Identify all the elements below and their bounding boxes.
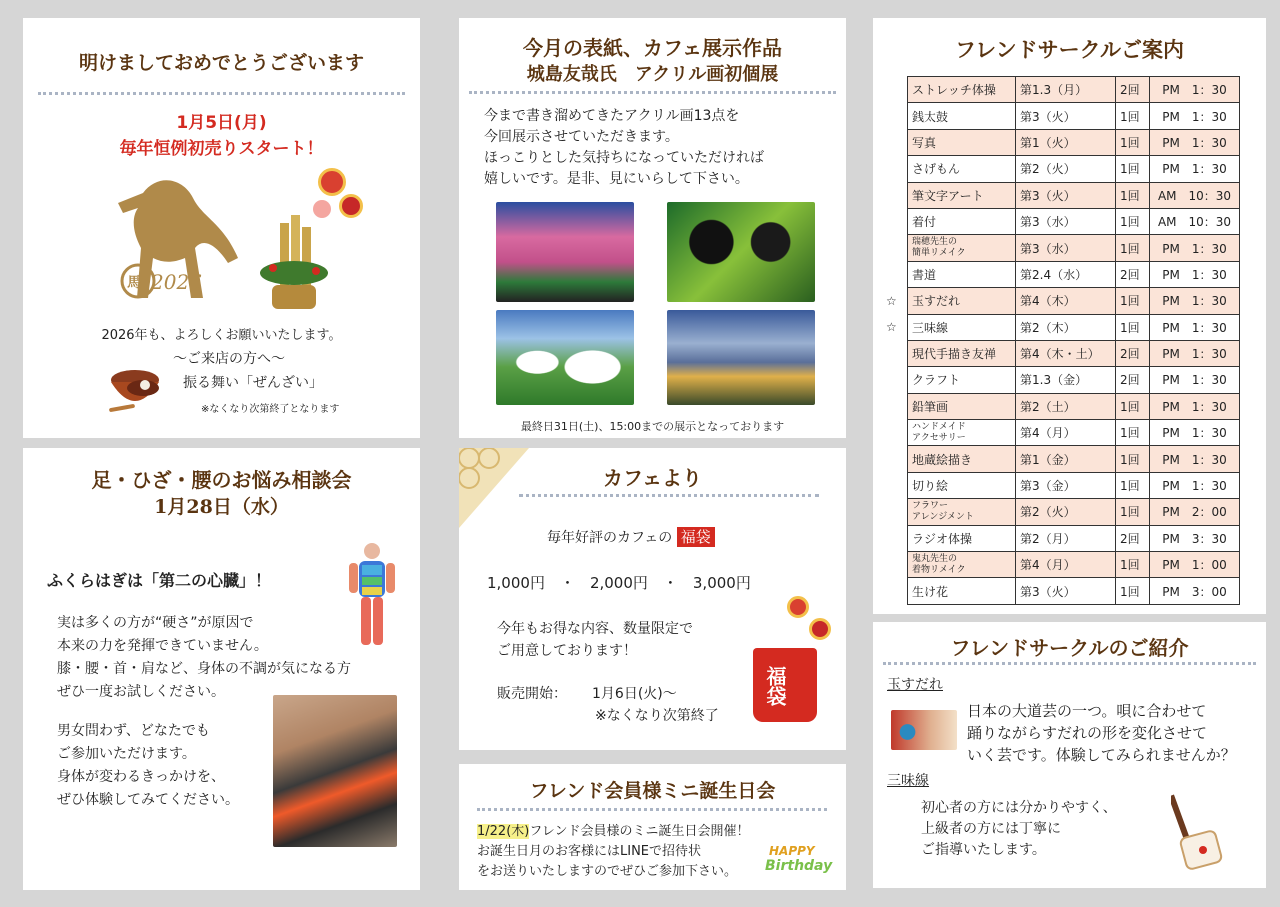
divider [38,92,405,95]
painting-cows [496,310,634,405]
consult-line: 膝・腰・首・肩など、身体の不調が気になる方 [57,661,351,677]
schedule-row [908,420,1240,446]
circle-count: 2回 [1116,77,1150,103]
circle-count: 1回 [1116,446,1150,472]
circle-count: 1回 [1116,499,1150,525]
circle-time: PM 1：30 [1150,156,1240,182]
circle-time: PM 1：30 [1150,314,1240,340]
intro-line: 踊りながらすだれの形を変化させて [967,724,1208,742]
circle-name-line: 鬼丸先生の [912,553,958,564]
circle-time: PM 1：00 [1150,552,1240,578]
circle-name: 銭太鼓 [908,103,1016,129]
circle-count: 2回 [1116,340,1150,366]
cafe-line: ご用意しております！ [497,643,637,659]
circle-name: 生け花 [908,578,1016,604]
consult-line: 身体が変わるきっかけを、 [57,769,225,785]
schedule-row [908,472,1240,498]
circle-day: 第1（金） [1016,446,1116,472]
cafe-card [459,448,846,750]
circle-name: 書道 [908,261,1016,287]
circle-count: 1回 [1116,103,1150,129]
cover-title-2: 城島友哉氏 アクリル画初個展 [526,64,779,85]
intro-line: 日本の大道芸の一つ。唄に合わせて [967,702,1207,720]
zenzai-note: ※なくなり次第終了となります [201,404,340,415]
cover-body-line: ほっこりとした気持ちになっていただければ [484,150,764,166]
painting-castle [667,310,815,405]
circle-time: AM 10：30 [1150,182,1240,208]
cover-body-line: 嬉しいです。是非、見にいらして下さい。 [484,171,749,187]
circle-day: 第2（月） [1016,525,1116,551]
divider [883,662,1256,665]
circle-name-line: アクセサリー [912,432,966,443]
circle-name [908,235,1016,261]
circle-count: 2回 [1116,525,1150,551]
circle-day: 第2（火） [1016,499,1116,525]
consult-title-1: 足・ひざ・腰のお悩み相談会 [91,468,352,492]
circle-day: 第4（木・土） [1016,340,1116,366]
plum-flower-icon [809,618,831,640]
schedule-row [908,129,1240,155]
circle-name-line: ハンドメイド [912,421,966,432]
intro-line: 初心者の方には分かりやすく、 [921,800,1117,816]
circle-day: 第4（木） [1016,288,1116,314]
cafe-sale-date: 1月6日(火)～ [592,686,677,702]
schedule-row [908,208,1240,234]
schedule-row [908,446,1240,472]
cafe-note: ※なくなり次第終了 [595,708,719,724]
circle-name [908,499,1016,525]
consult-line: ぜひ一度お試しください。 [57,684,225,700]
circle-name: 筆文字アート [908,182,1016,208]
schedule-row [908,393,1240,419]
birthday-line-2: お誕生日月のお客様にはLINEで招待状 [477,844,702,859]
circle-name [908,420,1016,446]
schedule-row [908,288,1240,314]
circle-time: PM 1：30 [1150,340,1240,366]
schedule-row [908,367,1240,393]
schedule-row [908,525,1240,551]
circle-count: 1回 [1116,235,1150,261]
consult-headline: ふくらはぎは「第二の心臓」！ [47,571,272,590]
fukubukuro-bag-icon [753,648,817,722]
cafe-prices: 1,000円 ・ 2,000円 ・ 3,000円 [487,574,751,592]
circle-time: PM 1：30 [1150,446,1240,472]
schedule-row [908,182,1240,208]
birthday-date: 1/22(木) [477,824,530,839]
cafe-title: カフェより [603,466,702,490]
circle-time: PM 1：30 [1150,261,1240,287]
horse-year: 2026 [151,270,202,294]
zenzai-line: 振る舞い「ぜんざい」 [183,375,323,391]
circle-count: 1回 [1116,552,1150,578]
circle-time: PM 1：30 [1150,103,1240,129]
circle-name: ラジオ体操 [908,525,1016,551]
painting-toucans [667,202,815,302]
cafe-body [497,618,693,662]
intro-item-1-body [967,700,1236,766]
circle-count: 1回 [1116,129,1150,155]
circle-count: 1回 [1116,472,1150,498]
circle-name: 地蔵絵描き [908,446,1016,472]
circle-time: PM 1：30 [1150,77,1240,103]
cover-body [484,106,764,190]
circle-day: 第3（火） [1016,103,1116,129]
circle-time: PM 1：30 [1150,472,1240,498]
consult-line: ご参加いただけます。 [57,746,196,762]
circle-count: 1回 [1116,156,1150,182]
divider [477,808,827,811]
circle-time: PM 3：00 [1150,578,1240,604]
zenzai-bowl-icon [105,358,167,418]
circle-count: 2回 [1116,367,1150,393]
circle-day: 第4（月） [1016,552,1116,578]
cover-title-1: 今月の表紙、カフェ展示作品 [523,36,782,60]
circle-name: 切り絵 [908,472,1016,498]
circle-name-line: アレンジメント [912,511,974,522]
circle-name: 現代手描き友禅 [908,340,1016,366]
circle-count: 1回 [1116,578,1150,604]
circle-time: PM 1：30 [1150,129,1240,155]
schedule-row [908,340,1240,366]
intro-line: いく芸です。体験してみられませんか？ [967,746,1236,764]
circle-count: 1回 [1116,314,1150,340]
intro-item-2-name: 三味線 [887,773,929,789]
schedule-row [908,103,1240,129]
consult-body-1 [57,612,351,704]
tamasudare-photo [891,710,957,750]
kadomatsu-icon [258,213,328,313]
plum-flower-icon [318,168,346,196]
circle-name: ストレッチ体操 [908,77,1016,103]
circle-time: PM 1：30 [1150,367,1240,393]
bag-text: 福袋 [763,666,787,706]
circle-count: 1回 [1116,208,1150,234]
circle-day: 第2（木） [1016,314,1116,340]
circle-name: 写真 [908,129,1016,155]
circle-name-line: フラワー [912,500,949,511]
circle-day: 第4（月） [1016,420,1116,446]
circle-day: 第3（水） [1016,235,1116,261]
cafe-intro [547,526,715,547]
sale-text: 毎年恒例初売りスタート！ [119,139,324,159]
intro-item-1-name: 玉すだれ [887,677,943,693]
circle-day: 第3（金） [1016,472,1116,498]
fukubukuro-badge: 福袋 [677,527,715,547]
schedule-row [908,156,1240,182]
intro-title: フレンドサークルのご紹介 [950,636,1189,660]
circle-day: 第3（火） [1016,578,1116,604]
consult-line: 実は多くの方が“硬さ”が原因で [57,615,254,631]
circle-day: 第3（火） [1016,182,1116,208]
circle-day: 第2.4（水） [1016,261,1116,287]
circle-time: PM 3：30 [1150,525,1240,551]
painting-church [496,202,634,302]
consult-card [23,448,420,890]
cover-footer: 最終日31日(土)、15:00までの展示となっております [520,420,785,433]
new-year-title: 明けましておめでとうございます [78,52,364,74]
circle-intro-card [873,622,1266,888]
schedule-row [908,578,1240,604]
schedule-row [908,499,1240,525]
circle-count: 1回 [1116,182,1150,208]
circle-time: PM 1：30 [1150,288,1240,314]
happy-deco: HAPPY [769,844,815,858]
circle-time: AM 10：30 [1150,208,1240,234]
consult-line: ぜひ体験してみてください。 [57,792,239,808]
circle-day: 第1.3（金） [1016,367,1116,393]
visitor-line: ～ご来店の方へ～ [173,351,285,367]
circle-count: 1回 [1116,393,1150,419]
massage-photo [273,695,397,847]
schedule-title: フレンドサークルご案内 [954,37,1184,62]
star-icon: ☆ [886,320,897,335]
birthday-line-3: をお送りいたしますのでぜひご参加下さい。 [477,864,738,879]
circle-name: 鉛筆画 [908,393,1016,419]
plum-flower-icon [787,596,809,618]
cafe-intro-text: 毎年好評のカフェの [547,530,673,546]
birthday-title: フレンド会員様ミニ誕生日会 [529,780,776,802]
circle-day: 第2（火） [1016,156,1116,182]
cover-art-card [459,18,846,438]
circle-name: 三味線 [908,314,1016,340]
birthday-deco: Birthday [765,858,833,874]
schedule-row [908,314,1240,340]
circle-time: PM 1：30 [1150,393,1240,419]
circle-count: 2回 [1116,261,1150,287]
schedule-table [907,76,1240,605]
circle-name-line: 簡単リメイク [912,248,966,259]
circle-count: 1回 [1116,288,1150,314]
plum-flower-icon [339,194,363,218]
circle-name: クラフト [908,367,1016,393]
intro-item-2-body [921,798,1117,861]
schedule-row [908,235,1240,261]
sale-date: 1月5日(月) [176,113,267,133]
schedule-row [908,77,1240,103]
schedule-row [908,552,1240,578]
circle-day: 第1.3（月） [1016,77,1116,103]
consult-line: 本来の力を発揮できていません。 [57,638,268,654]
divider [469,91,836,94]
birthday-line-1 [477,820,750,839]
circle-name: 玉すだれ [908,288,1016,314]
cover-body-line: 今まで書き溜めてきたアクリル画13点を [484,108,740,124]
birthday-card [459,764,846,890]
consult-line: 男女問わず、どなたでも [57,723,210,739]
circle-name-line: 瑞穂先生の [912,237,958,248]
shamisen-icon [1171,790,1227,874]
intro-line: ご指導いたします。 [921,842,1046,858]
circle-name-line: 着物リメイク [912,564,966,575]
schedule-row [908,261,1240,287]
birthday-line-1-rest: フレンド会員様のミニ誕生日会開催！ [529,824,750,839]
circle-name: さげもん [908,156,1016,182]
new-year-card [23,18,420,438]
circle-time: PM 1：30 [1150,420,1240,446]
intro-line: 上級者の方には丁寧に [921,821,1061,837]
consult-body-2 [57,720,239,812]
circle-day: 第1（火） [1016,129,1116,155]
divider [519,494,819,497]
circle-count: 1回 [1116,420,1150,446]
circle-time: PM 2：00 [1150,499,1240,525]
circle-time: PM 1：30 [1150,235,1240,261]
consult-title-2: 1月28日（水） [154,496,289,518]
circle-name [908,552,1016,578]
circle-name: 着付 [908,208,1016,234]
circle-day: 第2（土） [1016,393,1116,419]
greeting: 2026年も、よろしくお願いいたします。 [101,328,342,343]
cafe-sale-label: 販売開始： [497,686,567,702]
circle-day: 第3（水） [1016,208,1116,234]
cafe-line: 今年もお得な内容、数量限定で [497,621,693,637]
horse-char: 馬 [127,275,141,291]
cover-body-line: 今回展示させていただきます。 [484,129,679,145]
star-icon: ☆ [886,293,897,308]
